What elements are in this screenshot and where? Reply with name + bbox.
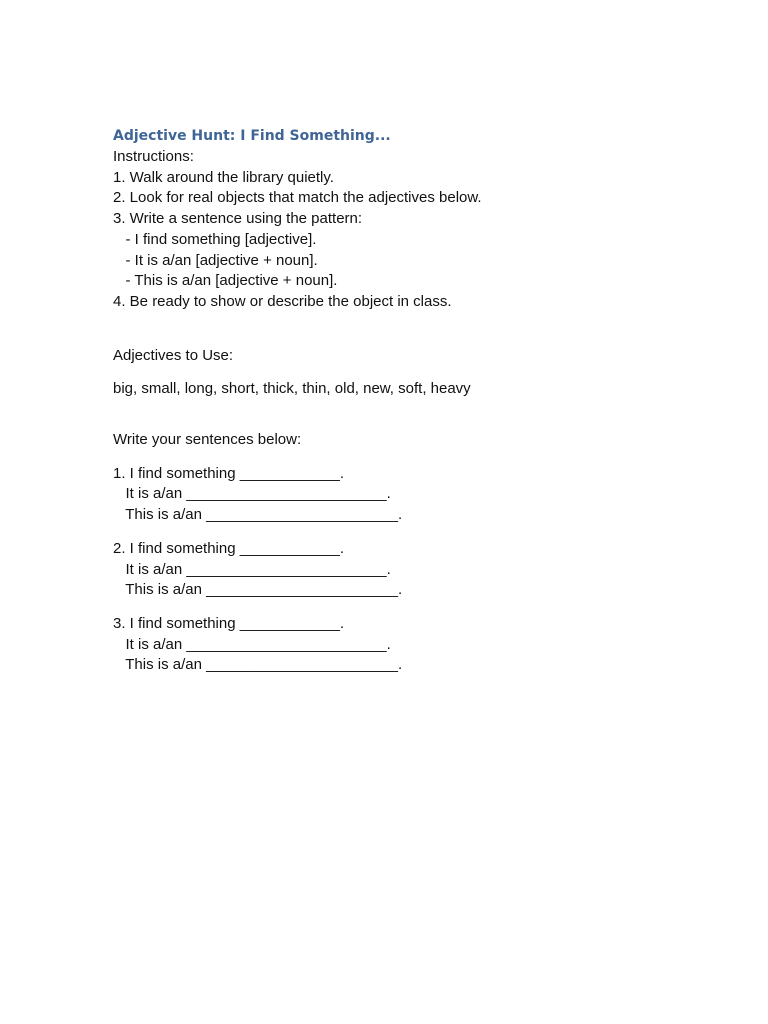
sentence-line-this-is: This is a/an _______________________. [113, 506, 403, 524]
sentence-line-find: 2. I find something ____________. [113, 539, 345, 557]
sentence-set [113, 539, 733, 601]
instruction-item: 3. Write a sentence using the pattern: [113, 210, 363, 228]
adjectives-list: big, small, long, short, thick, thin, old, new, soft, heavy [113, 380, 471, 398]
sentence-line-this-is: This is a/an _______________________. [113, 656, 403, 674]
sentence-set [113, 464, 733, 526]
worksheet-page [113, 125, 733, 676]
sentence-line-this-is: This is a/an _______________________. [113, 581, 403, 599]
instruction-item: 2. Look for real objects that match the adjectives below. [113, 189, 482, 207]
pattern-item: - This is a/an [adjective + noun]. [113, 272, 338, 290]
instructions-list [113, 168, 733, 313]
sentence-line-it-is: It is a/an ________________________. [113, 635, 391, 653]
adjectives-heading: Adjectives to Use: [113, 346, 234, 364]
pattern-item: - It is a/an [adjective + noun]. [113, 251, 318, 269]
worksheet-title: Adjective Hunt: I Find Something... [113, 128, 391, 144]
sentence-set [113, 614, 733, 676]
sentence-line-it-is: It is a/an ________________________. [113, 560, 391, 578]
instructions-heading: Instructions: [113, 148, 194, 165]
instruction-item: 4. Be ready to show or describe the object in class. [113, 292, 452, 310]
sentences-heading: Write your sentences below: [113, 431, 302, 449]
sentence-line-it-is: It is a/an ________________________. [113, 485, 391, 503]
sentence-line-find: 1. I find something ____________. [113, 464, 345, 482]
instruction-item: 1. Walk around the library quietly. [113, 168, 334, 186]
sentence-line-find: 3. I find something ____________. [113, 614, 345, 632]
pattern-item: - I find something [adjective]. [113, 230, 317, 248]
